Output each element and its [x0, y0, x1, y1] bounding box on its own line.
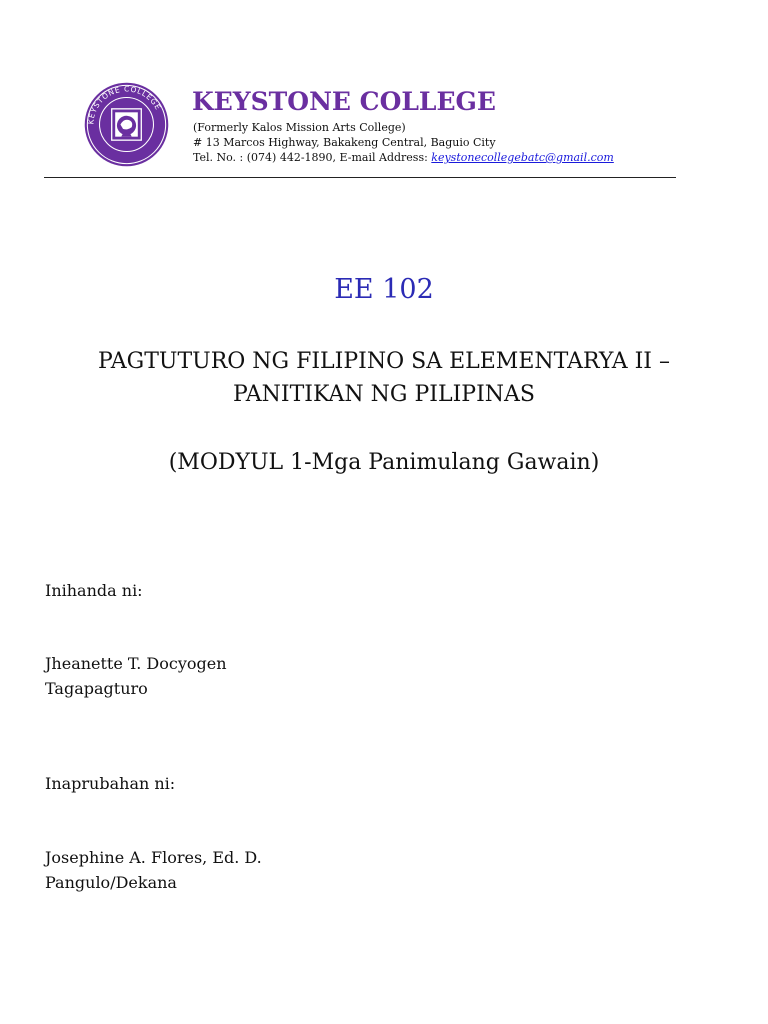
course-title-line-1: PAGTUTURO NG FILIPINO SA ELEMENTARYA II –	[98, 349, 670, 374]
approver-name: Josephine A. Flores, Ed. D.	[45, 848, 262, 867]
contact-prefix: Tel. No. : (074) 442-1890, E-mail Address:	[193, 151, 432, 164]
preparer-block	[45, 651, 227, 701]
college-name: KEYSTONE COLLEGE	[192, 87, 496, 116]
approver-block	[45, 845, 262, 895]
approver-role: Pangulo/Dekana	[45, 873, 177, 892]
header-divider	[44, 177, 676, 178]
course-title-line-2: PANITIKAN NG PILIPINAS	[233, 382, 535, 407]
contact-line	[193, 151, 614, 165]
module-title: (MODYUL 1-Mga Panimulang Gawain)	[168, 450, 600, 475]
email-link[interactable]: keystonecollegebatc@gmail.com	[431, 151, 614, 164]
preparer-name: Jheanette T. Docyogen	[45, 654, 227, 673]
course-code: EE 102	[334, 274, 434, 305]
college-address: # 13 Marcos Highway, Bakakeng Central, Baguio City	[193, 136, 496, 149]
prepared-by-label: Inihanda ni:	[45, 581, 143, 600]
former-name: (Formerly Kalos Mission Arts College)	[193, 121, 406, 134]
course-title	[40, 345, 728, 411]
svg-text:KEYSTONE COLLEGE: KEYSTONE COLLEGE	[86, 84, 163, 125]
preparer-role: Tagapagturo	[45, 679, 148, 698]
college-seal-icon	[83, 81, 170, 168]
approved-by-label: Inaprubahan ni:	[45, 774, 176, 793]
